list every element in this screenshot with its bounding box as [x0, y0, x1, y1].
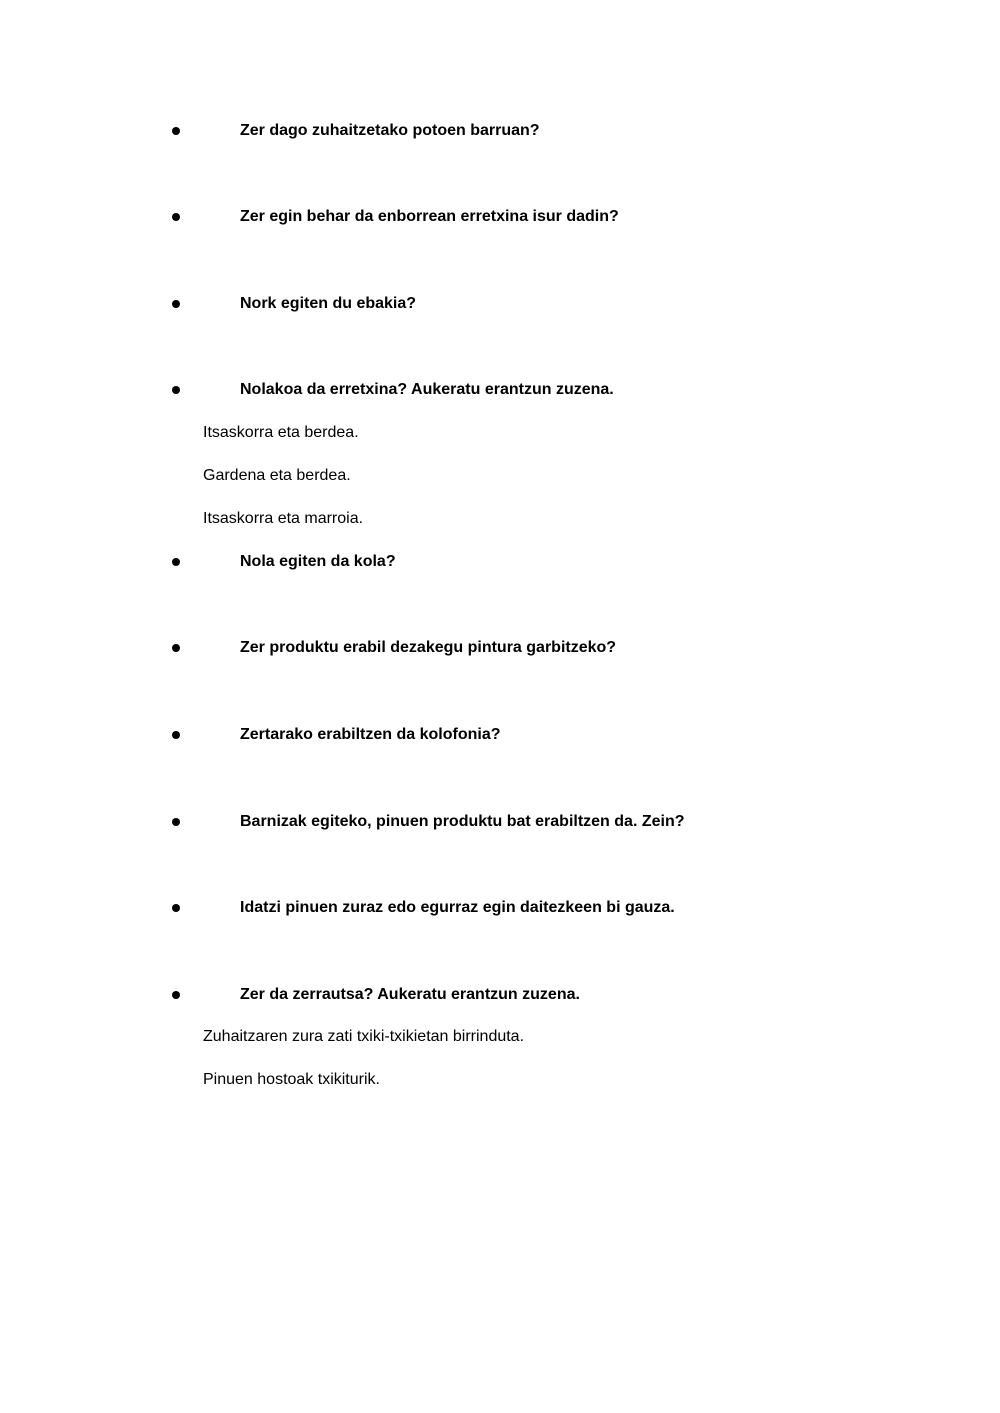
- question-text: Zer dago zuhaitzetako potoen barruan?: [240, 122, 540, 139]
- bullet-icon: [172, 644, 180, 652]
- question-7: [172, 723, 501, 747]
- bullet-icon: [172, 818, 180, 826]
- bullet-icon: [172, 991, 180, 999]
- question-4: [172, 378, 614, 402]
- bullet-icon: [172, 904, 180, 912]
- question-text: Zer egin behar da enborrean erretxina isur dadin?: [240, 208, 619, 225]
- bullet-icon: [172, 300, 180, 308]
- question-8: [172, 810, 685, 834]
- answer-option[interactable]: Zuhaitzaren zura zati txiki-txikietan birrinduta.: [203, 1028, 525, 1045]
- question-2: [172, 205, 619, 229]
- question-text: Nolakoa da erretxina? Aukeratu erantzun zuzena.: [240, 381, 614, 398]
- question-text: Zer produktu erabil dezakegu pintura garbitzeko?: [240, 639, 617, 656]
- question-1: [172, 119, 540, 143]
- bullet-icon: [172, 558, 180, 566]
- question-text: Nola egiten da kola?: [240, 553, 396, 570]
- question-text: Zer da zerrautsa? Aukeratu erantzun zuzena.: [240, 986, 580, 1003]
- bullet-icon: [172, 127, 180, 135]
- answer-option[interactable]: Gardena eta berdea.: [203, 467, 351, 484]
- bullet-icon: [172, 386, 180, 394]
- question-10: [172, 983, 580, 1007]
- bullet-icon: [172, 731, 180, 739]
- question-text: Idatzi pinuen zuraz edo egurraz egin daitezkeen bi gauza.: [240, 899, 675, 916]
- question-9: [172, 896, 675, 920]
- answer-option[interactable]: Pinuen hostoak txikiturik.: [203, 1071, 380, 1088]
- answer-option[interactable]: Itsaskorra eta berdea.: [203, 424, 359, 441]
- question-text: Nork egiten du ebakia?: [240, 295, 417, 312]
- question-3: [172, 292, 417, 316]
- bullet-icon: [172, 213, 180, 221]
- question-text: Barnizak egiteko, pinuen produktu bat erabiltzen da. Zein?: [240, 813, 685, 830]
- question-text: Zertarako erabiltzen da kolofonia?: [240, 726, 501, 743]
- question-5: [172, 550, 396, 574]
- question-6: [172, 636, 617, 660]
- answer-option[interactable]: Itsaskorra eta marroia.: [203, 510, 364, 527]
